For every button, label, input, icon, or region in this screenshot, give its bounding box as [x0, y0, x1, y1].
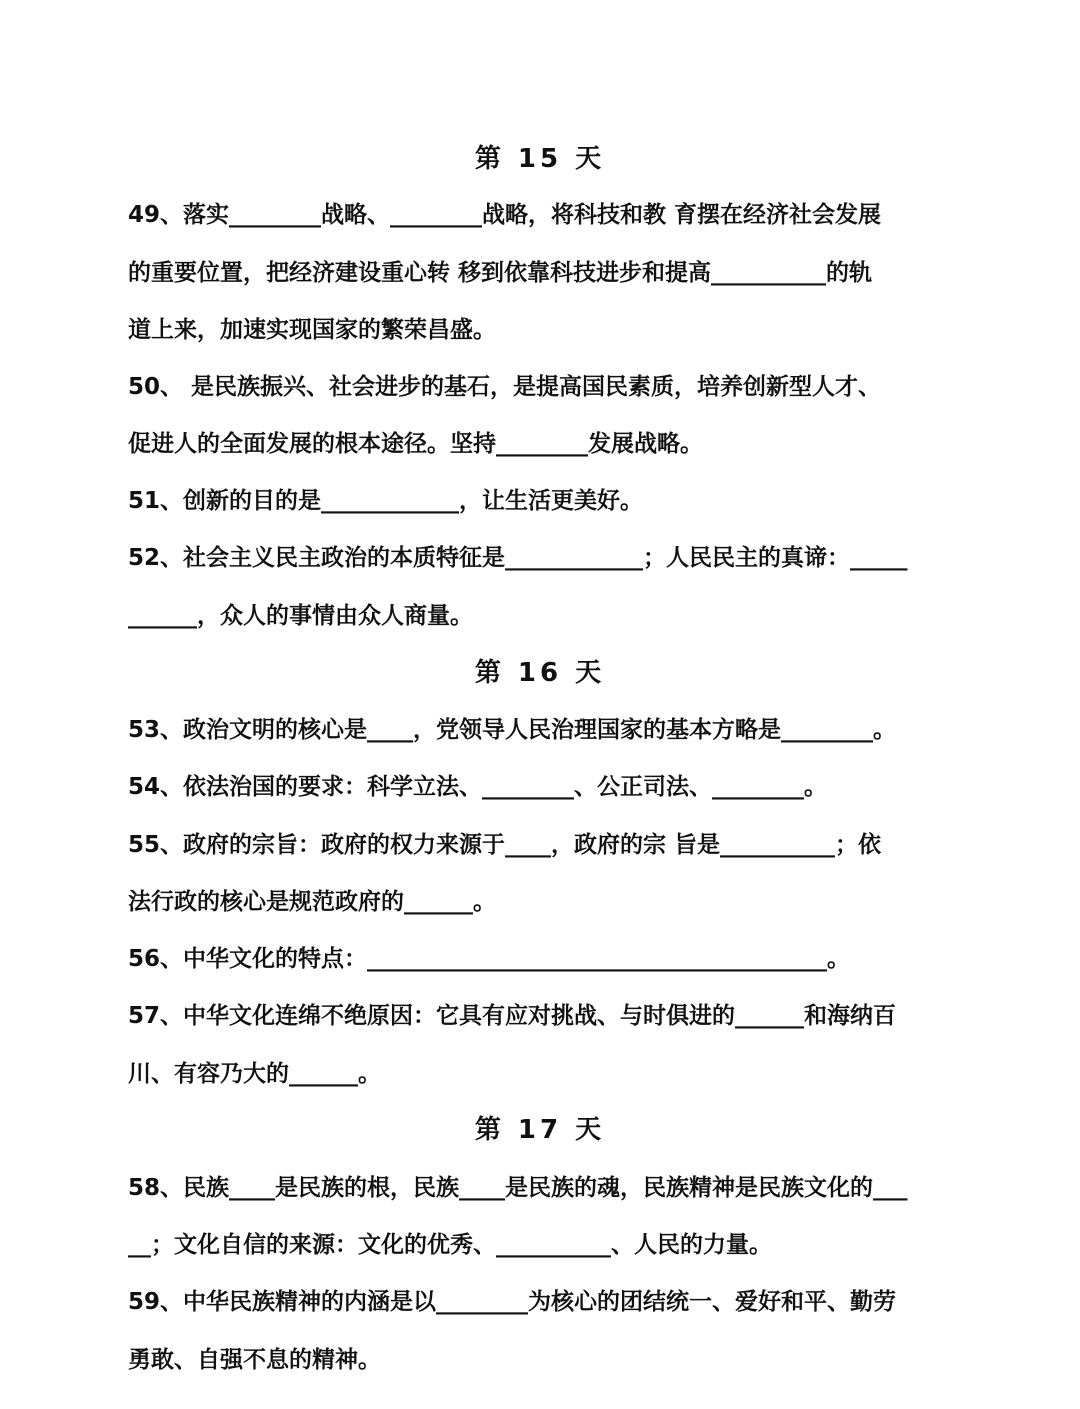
- question-58-line-2: __；文化自信的来源：文化的优秀、__________、人民的力量。: [128, 1232, 772, 1258]
- question-52-line-2: ______，众人的事情由众人商量。: [128, 603, 473, 629]
- section-heading-day-17: 第 17 天: [474, 1115, 606, 1145]
- question-52-line-1: 52、社会主义民主政治的本质特征是____________；人民民主的真谛：_____: [128, 545, 908, 571]
- question-49-line-3: 道上来，加速实现国家的繁荣昌盛。: [128, 317, 496, 343]
- question-56-line-1: 56、中华文化的特点：________________________________________。: [128, 946, 851, 972]
- question-49-line-2: 的重要位置，把经济建设重心转 移到依靠科技进步和提高__________的轨: [128, 260, 873, 286]
- question-51-line-1: 51、创新的目的是____________，让生活更美好。: [128, 488, 644, 514]
- question-59-line-2: 勇敢、自强不息的精神。: [128, 1347, 381, 1373]
- question-59-line-1: 59、中华民族精神的内涵是以________为核心的团结统一、爱好和平、勤劳: [128, 1289, 897, 1315]
- question-57-line-1: 57、中华文化连绵不绝原因：它具有应对挑战、与时俱进的______和海纳百: [128, 1003, 897, 1029]
- question-57-line-2: 川、有容乃大的______。: [128, 1061, 381, 1087]
- question-58-line-1: 58、民族____是民族的根，民族____是民族的魂，民族精神是民族文化的___: [128, 1175, 908, 1201]
- question-55-line-1: 55、政府的宗旨：政府的权力来源于____，政府的宗 旨是__________；依: [128, 832, 882, 858]
- section-heading-day-16: 第 16 天: [474, 658, 606, 688]
- question-50-line-2: 促进人的全面发展的根本途径。坚持________发展战略。: [128, 431, 703, 457]
- question-55-line-2: 法行政的核心是规范政府的______。: [128, 889, 496, 915]
- question-49-line-1: 49、落实________战略、________战略，将科技和教 育摆在经济社会发展: [128, 202, 882, 228]
- question-53-line-1: 53、政治文明的核心是____，党领导人民治理国家的基本方略是________。: [128, 717, 897, 743]
- question-54-line-1: 54、依法治国的要求：科学立法、________、公正司法、________。: [128, 774, 828, 800]
- question-50-line-1: 50、 是民族振兴、社会进步的基石，是提高国民素质，培养创新型人才、: [128, 374, 882, 400]
- section-heading-day-15: 第 15 天: [474, 144, 606, 174]
